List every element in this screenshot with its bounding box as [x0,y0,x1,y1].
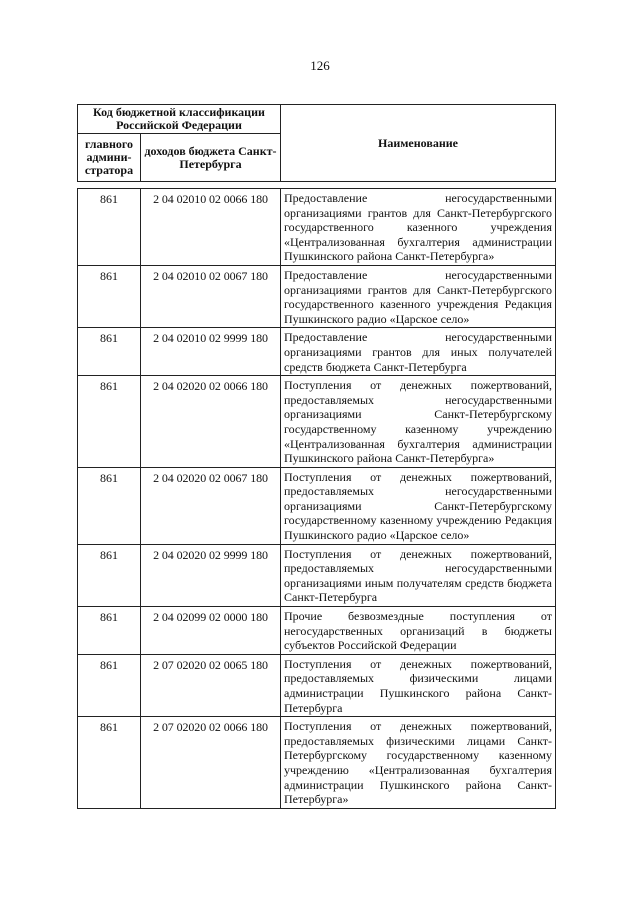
table-row [78,467,556,544]
table-row [78,328,556,376]
income-code-cell: 2 04 02020 02 9999 180 [141,544,281,606]
header-name-column: Наименование [281,105,556,182]
income-name-cell: Поступления от денежных пожертвований, предоставляемых физическими лицами администрации Пушкинского района Санкт-Петербурга [281,654,556,716]
table-row [78,607,556,655]
admin-code-cell: 861 [78,467,141,544]
admin-code-cell: 861 [78,376,141,468]
page-number: 126 [310,58,330,73]
admin-code-cell: 861 [78,189,141,266]
income-name-cell: Предоставление негосударственными организациями грантов для Санкт-Петербургского государственного казенного учреждения «Централизованная бухгалтерия администрации Пушкинского района Санкт-Петербурга» [281,189,556,266]
income-code-cell: 2 04 02020 02 0067 180 [141,467,281,544]
income-name-cell: Поступления от денежных пожертвований, предоставляемых физическими лицами Санкт-Петербургскому государственному казенному учреждению «Централизованная бухгалтерия администрации Пушкинского района Санкт-Петербурга» [281,717,556,809]
admin-code-cell: 861 [78,717,141,809]
table-body [78,189,556,809]
budget-code-table [77,188,556,809]
header-group-title: Код бюджетной классификации Российской Федерации [78,105,281,134]
admin-code-cell: 861 [78,265,141,327]
income-name-cell: Поступления от денежных пожертвований, предоставляемых негосударственными организациями иным получателям средств бюджета Санкт-Петербурга [281,544,556,606]
income-code-cell: 2 07 02020 02 0066 180 [141,717,281,809]
admin-code-cell: 861 [78,607,141,655]
income-name-cell: Поступления от денежных пожертвований, предоставляемых негосударственными организациями Санкт-Петербургскому государственному казенному учреждению «Централизованная бухгалтерия администрации Пушкинского района Санкт-Петербурга» [281,376,556,468]
admin-code-cell: 861 [78,654,141,716]
admin-code-cell: 861 [78,544,141,606]
income-code-cell: 2 04 02010 02 0067 180 [141,265,281,327]
income-name-cell: Предоставление негосударственными организациями грантов для Санкт-Петербургского государственного казенного учреждения Редакция Пушкинского радио «Царское село» [281,265,556,327]
income-name-cell: Предоставление негосударственными организациями грантов для иных получателей средств бюджета Санкт-Петербурга [281,328,556,376]
table-row [78,654,556,716]
income-code-cell: 2 04 02010 02 9999 180 [141,328,281,376]
income-code-cell: 2 04 02020 02 0066 180 [141,376,281,468]
header-admin-column: главного админи-стратора [78,134,141,182]
admin-code-cell: 861 [78,328,141,376]
income-code-cell: 2 04 02010 02 0066 180 [141,189,281,266]
table-row [78,717,556,809]
table-row [78,265,556,327]
table-row [78,189,556,266]
income-name-cell: Прочие безвозмездные поступления от негосударственных организаций в бюджеты субъектов Российской Федерации [281,607,556,655]
table-row [78,544,556,606]
income-name-cell: Поступления от денежных пожертвований, предоставляемых негосударственными организациями Санкт-Петербургскому государственному казенному учреждению Редакция Пушкинского радио «Царское село» [281,467,556,544]
table-header [77,104,556,182]
table-row [78,376,556,468]
header-income-column: доходов бюджета Санкт-Петербурга [141,134,281,182]
income-code-cell: 2 04 02099 02 0000 180 [141,607,281,655]
income-code-cell: 2 07 02020 02 0065 180 [141,654,281,716]
